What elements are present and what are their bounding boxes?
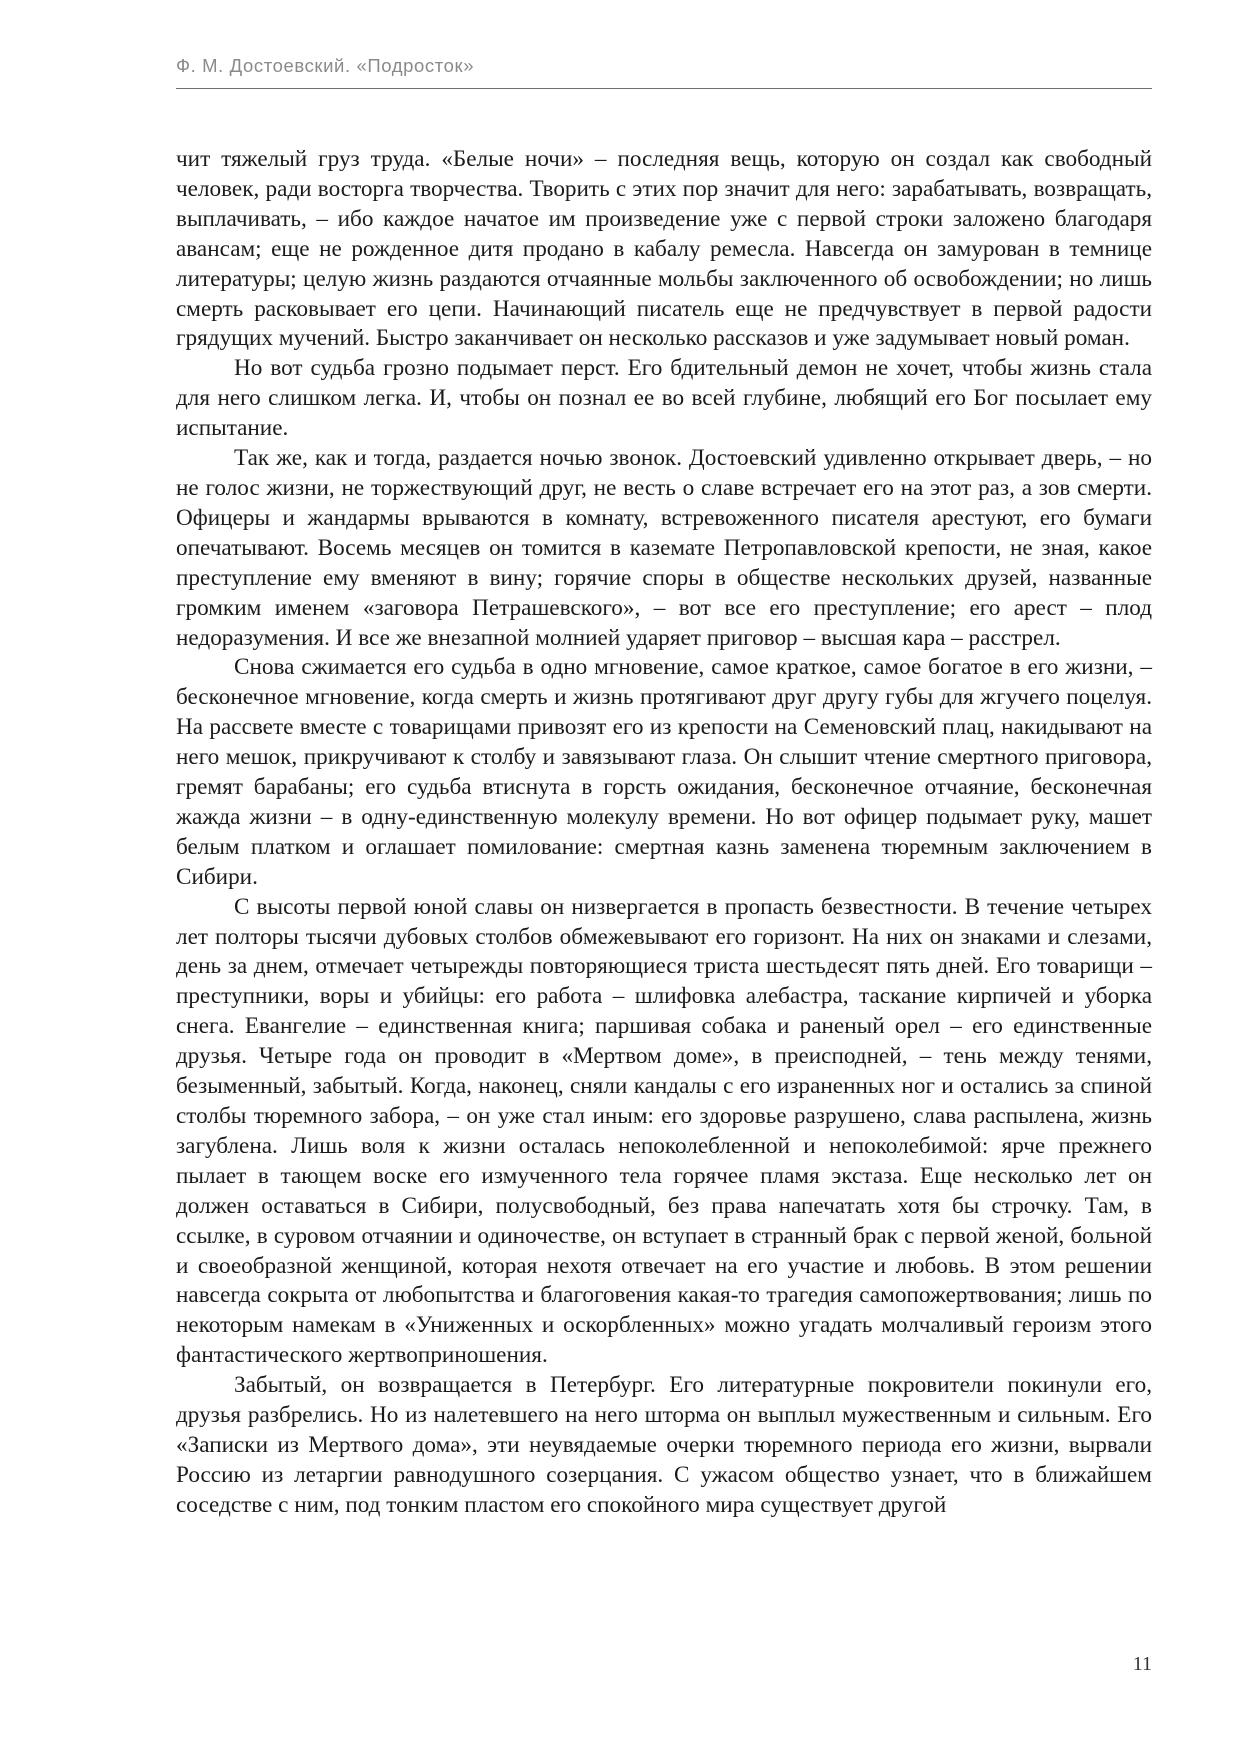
paragraph: Забытый, он возвращается в Петербург. Его литературные покровители покинули его, друзья разбрелись. Но из налетевшего на него шторма он выплыл мужественным и сильным. Его «Записки из Мертвого дома», эти неувядаемые очерки тюремного периода его жизни, вырвали Россию из летаргии равнодушного созерцания. С ужасом общество узнает, что в ближайшем соседстве с ним, под тонким пластом его спокойного мира существует другой bbox=[176, 1372, 1152, 1518]
page-number: 11 bbox=[1132, 1653, 1152, 1675]
header-divider bbox=[176, 88, 1152, 89]
running-head: Ф. М. Достоевский. «Подросток» bbox=[176, 55, 475, 76]
body-text bbox=[176, 145, 1152, 1521]
paragraph: С высоты первой юной славы он низвергается в пропасть безвестности. В течение четырех лет полторы тысячи дубовых столбов обмежевывают его горизонт. На них он знаками и слезами, день за днем, отмечает четырежды повторяющиеся триста шестьдесят пять дней. Его товарищи – преступники, воры и убийцы: его работа – шлифовка алебастра, таскание кирпичей и уборка снега. Евангелие – единственная книга; паршивая собака и раненый орел – его единственные друзья. Четыре года он проводит в «Мертвом доме», в преисподней, – тень между тенями, безыменный, забытый. Когда, наконец, сняли кандалы с его израненных ног и остались за спиной столбы тюремного забора, – он уже стал иным: его здоровье разрушено, слава распылена, жизнь загублена. Лишь воля к жизни осталась непоколебленной и непоколебимой: ярче прежнего пылает в тающем воске его измученного тела горячее пламя экстаза. Еще несколько лет он должен оставаться в Сибири, полусвободный, без права напечатать хотя бы строчку. Там, в ссылке, в суровом отчаянии и одиночестве, он вступает в странный брак с первой женой, больной и своеобразной женщиной, которая нехотя отвечает на его участие и любовь. В этом решении навсегда сокрыта от любопытства и благоговения какая-то трагедия самопожертвования; лишь по некоторым намекам в «Униженных и оскорбленных» можно угадать молчаливый героизм этого фантастического жертвоприношения. bbox=[176, 893, 1152, 1369]
paragraph: Снова сжимается его судьба в одно мгновение, самое краткое, самое богатое в его жизни, – бесконечное мгновение, когда смерть и жизнь протягивают друг другу губы для жгучего поцелуя. На рассвете вместе с товарищами привозят его из крепости на Семеновский плац, накидывают на него мешок, прикручивают к столбу и завязывают глаза. Он слышит чтение смертного приговора, гремят барабаны; его судьба втиснута в горсть ожидания, бесконечное отчаяние, бесконечная жажда жизни – в одну-единственную молекулу времени. Но вот офицер подымает руку, машет белым платком и оглашает помилование: смертная казнь заменена тюремным заключением в Сибири. bbox=[176, 654, 1152, 890]
paragraph-continued: чит тяжелый груз труда. «Белые ночи» – последняя вещь, которую он создал как свободный человек, ради восторга творчества. Творить с этих пор значит для него: зарабатывать, возвращать, выплачивать, – ибо каждое начатое им произведение уже с первой строки заложено благодаря авансам; еще не рожденное дитя продано в кабалу ремесла. Навсегда он замурован в темнице литературы; целую жизнь раздаются отчаянные мольбы заключенного об освобождении; но лишь смерть расковывает его цепи. Начинающий писатель еще не предчувствует в первой радости грядущих мучений. Быстро заканчивает он несколько рассказов и уже задумывает новый роман. bbox=[176, 146, 1152, 352]
paragraph: Так же, как и тогда, раздается ночью звонок. Достоевский удивленно открывает дверь, – но не голос жизни, не торжествующий друг, не весть о славе встречает его на этот раз, а зов смерти. Офицеры и жандармы врываются в комнату, встревоженного писателя арестуют, его бумаги опечатывают. Восемь месяцев он томится в каземате Петропавловской крепости, не зная, какое преступление ему вменяют в вину; горячие споры в обществе нескольких друзей, названные громким именем «заговора Петрашевского», – вот все его преступление; его арест – плод недоразумения. И все же внезапной молнией ударяет приговор – высшая кара – расстрел. bbox=[176, 445, 1152, 651]
paragraph: Но вот судьба грозно подымает перст. Его бдительный демон не хочет, чтобы жизнь стала для него слишком легка. И, чтобы он познал ее во всей глубине, любящий его Бог посылает ему испытание. bbox=[176, 355, 1152, 442]
